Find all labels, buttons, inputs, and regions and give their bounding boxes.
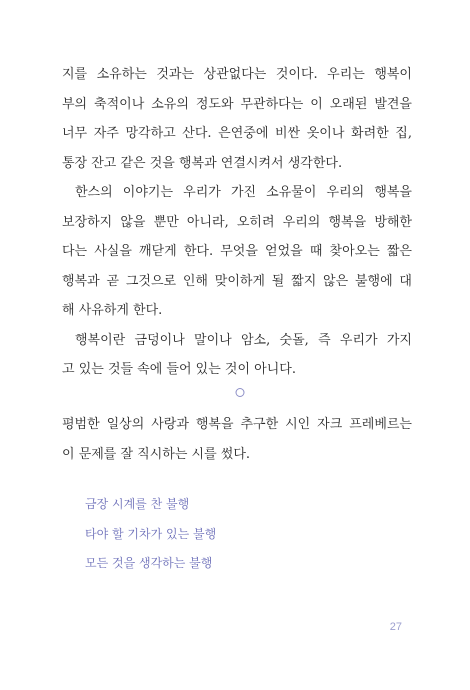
poem-line: 금장 시계를 찬 불행 bbox=[85, 497, 190, 511]
page-number: 27 bbox=[389, 621, 402, 633]
section-divider-circle bbox=[236, 388, 245, 397]
body-line: 한스의 이야기는 우리가 가진 소유물이 우리의 행복을 bbox=[75, 185, 412, 200]
intro-line: 이 문제를 잘 직시하는 시를 썼다. bbox=[62, 446, 251, 462]
body-line: 행복이란 금덩이나 말이나 암소, 숫돌, 즉 우리가 가지 bbox=[75, 332, 412, 348]
poem-line: 타야 할 기차가 있는 불행 bbox=[85, 526, 217, 541]
body-line: 행복과 곧 그것으로 인해 맞이하게 될 짧지 않은 불행에 대 bbox=[62, 273, 412, 289]
body-line: 너무 자주 망각하고 산다. 은연중에 비싼 옷이나 화려한 집, bbox=[62, 126, 412, 141]
body-line: 다는 사실을 깨닫게 한다. 무엇을 얻었을 때 찾아오는 짧은 bbox=[62, 244, 412, 259]
poem-introduction bbox=[62, 410, 412, 469]
body-paragraphs bbox=[62, 60, 412, 385]
poem-line: 모든 것을 생각하는 불행 bbox=[85, 556, 213, 570]
intro-line: 평범한 일상의 사랑과 행복을 추구한 시인 자크 프레베르는 bbox=[62, 417, 412, 432]
body-line: 해 사유하게 한다. bbox=[62, 303, 163, 318]
body-line: 고 있는 것들 속에 들어 있는 것이 아니다. bbox=[62, 362, 296, 377]
body-line: 보장하지 않을 뿐만 아니라, 오히려 우리의 행복을 방해한 bbox=[62, 214, 412, 230]
body-line: 통장 잔고 같은 것을 행복과 연결시켜서 생각한다. bbox=[62, 155, 343, 171]
poem-quote bbox=[85, 490, 216, 579]
body-line: 지를 소유하는 것과는 상관없다는 것이다. 우리는 행복이 bbox=[62, 67, 412, 82]
body-line: 부의 축적이나 소유의 정도와 무관하다는 이 오래된 발견을 bbox=[62, 96, 412, 112]
